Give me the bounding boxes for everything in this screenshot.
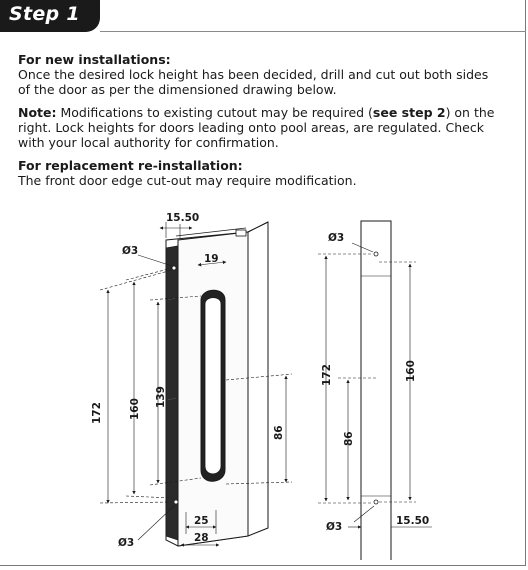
replacement-line-1: The front door edge cut-out may require modification. <box>18 173 357 188</box>
step-title: Step 1 <box>9 3 80 25</box>
right-hole-spacing-label: 160 <box>405 360 417 382</box>
new-installation-section <box>18 52 518 97</box>
cutout-drawing <box>0 200 528 560</box>
right-top-hole-label: Ø3 <box>328 232 345 244</box>
left-slot-height-label: 139 <box>155 386 167 408</box>
door-perspective-view <box>166 222 268 546</box>
note-text-a: Modifications to existing cutout may be required ( <box>56 105 373 120</box>
header-divider <box>100 31 526 32</box>
note-line-3: with your local authority for confirmation. <box>18 135 279 150</box>
left-top-hole-label: Ø3 <box>122 245 139 257</box>
replacement-section <box>18 158 518 188</box>
new-installation-line-1: Once the desired lock height has been decided, drill and cut out both sides <box>18 67 489 82</box>
note-label: Note: <box>18 105 57 120</box>
note-section <box>18 105 518 150</box>
step-badge <box>0 0 100 32</box>
left-bottom-outer-width-label: 28 <box>194 532 209 544</box>
new-installation-heading: For new installations: <box>18 52 171 67</box>
right-width-label: 15.50 <box>396 515 430 527</box>
instructions <box>18 52 518 196</box>
new-installation-line-2: of the door as per the dimensioned drawing below. <box>18 82 337 97</box>
right-center-height-label: 86 <box>343 431 355 446</box>
left-bottom-inner-width-label: 25 <box>194 515 209 527</box>
left-slot-width-label: 19 <box>204 253 219 265</box>
right-bottom-hole-label: Ø3 <box>326 521 343 533</box>
right-total-height-label: 172 <box>321 364 333 386</box>
left-top-width-label: 15.50 <box>166 212 200 224</box>
left-total-height-label: 172 <box>91 402 103 424</box>
note-line-2: right. Lock heights for doors leading onto pool areas, are regulated. Check <box>18 120 484 135</box>
note-text-b: ) on the <box>445 105 495 120</box>
left-center-height-label: 86 <box>273 425 285 440</box>
left-hole-spacing-label: 160 <box>129 398 141 420</box>
left-bottom-hole-label: Ø3 <box>118 537 135 549</box>
door-edge-elevation <box>361 221 391 560</box>
replacement-heading: For replacement re-installation: <box>18 158 243 173</box>
see-step-2-reference: see step 2 <box>372 105 446 120</box>
